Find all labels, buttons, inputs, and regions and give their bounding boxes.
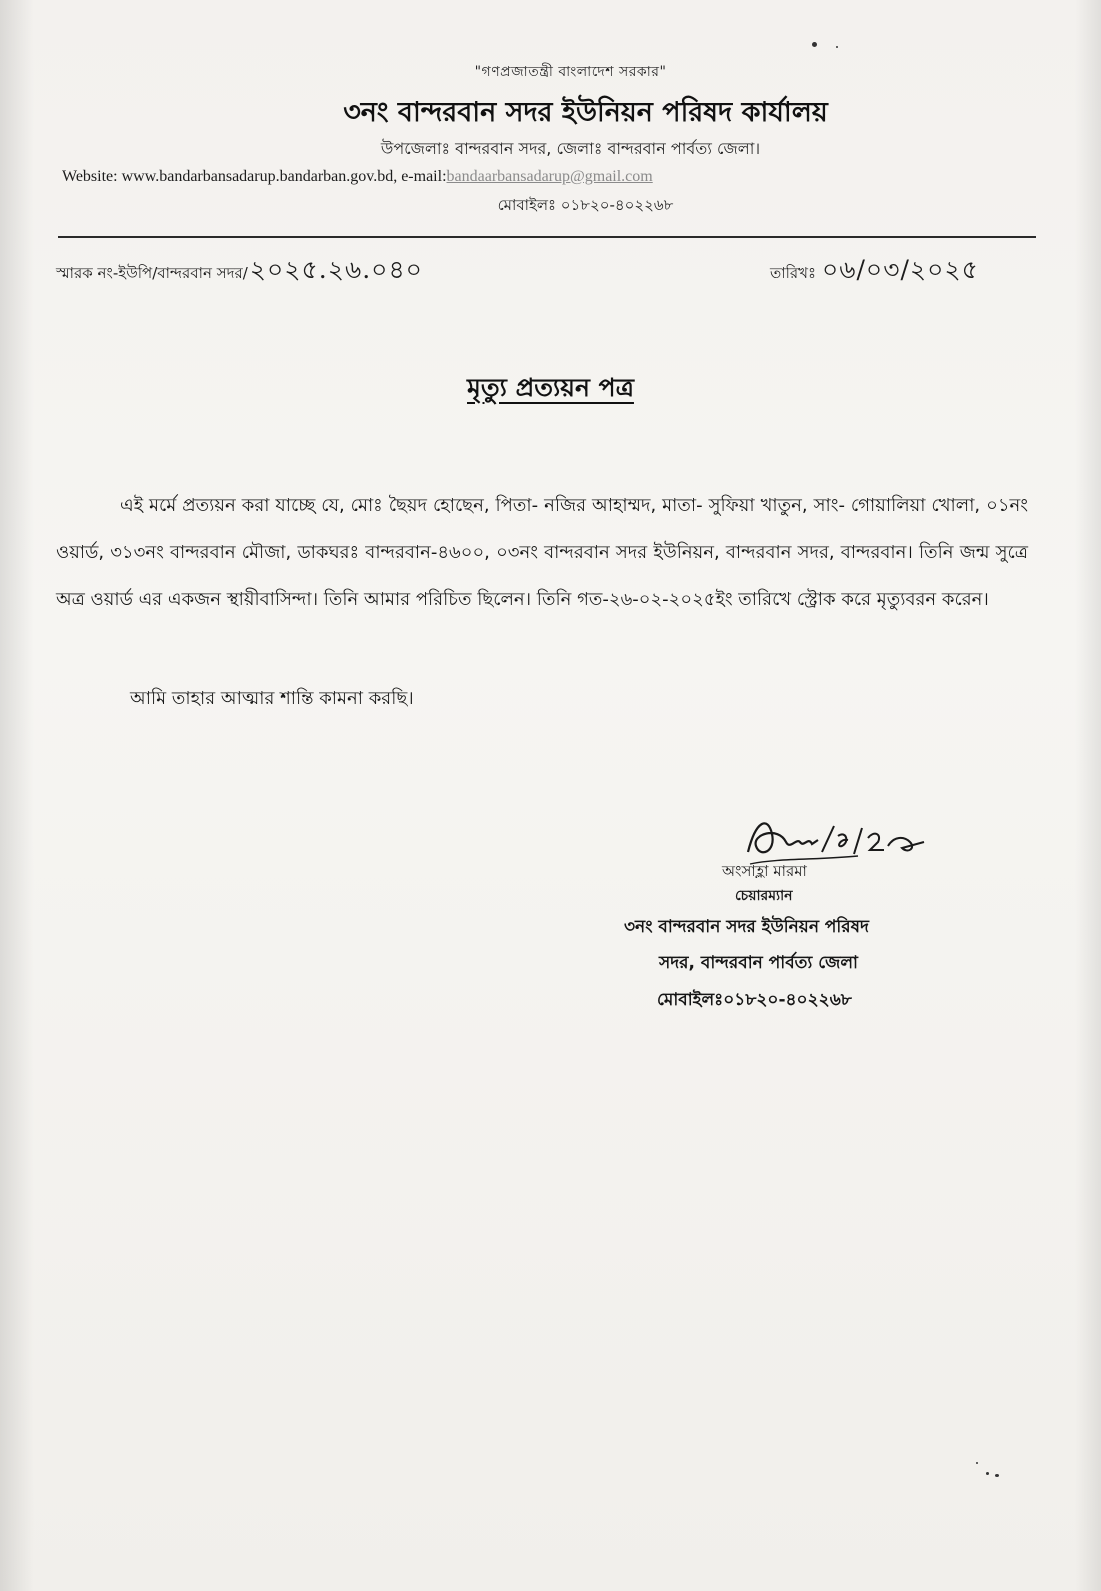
header-divider xyxy=(58,236,1036,238)
date-value: ০৬/০৩/২০২৫ xyxy=(822,255,979,284)
signatory-mobile-value: ০১৮২০-৪০২২৬৮ xyxy=(723,990,852,1010)
signatory-district: সদর, বান্দরবান পার্বত্য জেলা xyxy=(659,953,858,973)
signatory-role: চেয়ারম্যান xyxy=(735,888,793,904)
contact-web-line xyxy=(62,168,653,186)
certificate-body: এই মর্মে প্রত্যয়ন করা যাচ্ছে যে, মোঃ ছৈয়দ হোছেন, পিতা- নজির আহাম্মদ, মাতা- সুফিয়া খাতুন, সাং- গোয়ালিয়া খোলা, ০১নং ওয়ার্ড, ৩১৩নং বান্দরবান মৌজা, ডাকঘরঃ বান্দরবান-৪৬০০, ০৩নং বান্দরবান সদর ইউনিয়ন, বান্দরবান সদর, বান্দরবান। তিনি জন্ম সুত্রে অত্র ওয়ার্ড এর একজন স্থায়ীবাসিন্দা। তিনি আমার পরিচিত ছিলেন। তিনি গত-২৬-০২-২০২৫ইং তারিখে স্ট্রোক করে মৃত্যুবরন করেন। xyxy=(56,495,1028,610)
office-name: ৩নং বান্দরবান সদর ইউনিয়ন পরিষদ কার্যালয় xyxy=(343,97,828,128)
email-link[interactable]: bandaarbansadarup@gmail.com xyxy=(446,168,653,185)
header-mobile xyxy=(0,194,1101,219)
office-address: উপজেলাঃ বান্দরবান সদর, জেলাঃ বান্দরবান পার্বত্য জেলা। xyxy=(380,139,761,158)
government-line: "গণপ্রজাতন্ত্রী বাংলাদেশ সরকার" xyxy=(474,64,667,80)
issue-date xyxy=(770,250,979,293)
closing-remark: আমি তাহার আত্মার শান্তি কামনা করছি। xyxy=(130,688,414,709)
memo-reference xyxy=(56,250,423,293)
website-label: Website: xyxy=(62,168,118,185)
scan-shadow-right xyxy=(1075,0,1101,1591)
scan-speck xyxy=(995,1474,999,1477)
memo-label: স্মারক নং-ইউপি/বান্দরবান সদর/ xyxy=(56,264,248,282)
signatory-mobile-label: মোবাইলঃ xyxy=(657,990,724,1010)
scan-speck xyxy=(836,46,838,48)
website-link[interactable]: www.bandarbansadarup.bandarban.gov.bd, xyxy=(121,168,398,185)
signatory-name: অংসাহ্লা মারমা xyxy=(722,862,807,880)
email-label: e-mail: xyxy=(401,168,447,185)
date-label: তারিখঃ xyxy=(770,264,816,282)
header-mobile-label: মোবাইলঃ xyxy=(497,196,557,214)
scan-speck xyxy=(976,1462,978,1464)
scan-speck xyxy=(812,42,817,47)
scan-shadow-left xyxy=(0,0,34,1591)
signatory-mobile xyxy=(657,987,852,1015)
memo-number: ২০২৫.২৬.০৪০ xyxy=(249,255,423,284)
document-title: মৃত্যু প্রত্যয়ন পত্র xyxy=(467,373,634,402)
signatory-office: ৩নং বান্দরবান সদর ইউনিয়ন পরিষদ xyxy=(624,917,869,937)
header-mobile-value: ০১৮২০-৪০২২৬৮ xyxy=(560,196,674,214)
scan-speck xyxy=(986,1472,989,1475)
